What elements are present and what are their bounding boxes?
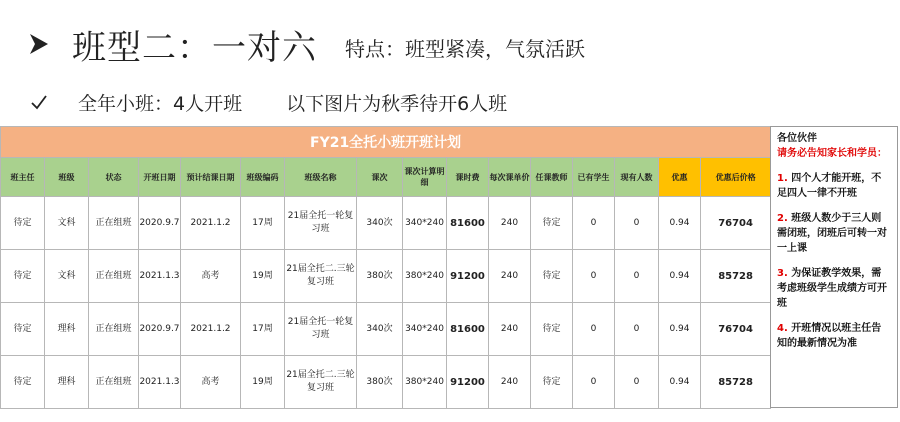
- table-cell: 76704: [701, 303, 771, 356]
- column-header: 班级编码: [241, 158, 285, 197]
- notice-item-text: 班级人数少于三人则需闭班，闭班后可转一对一上课: [777, 213, 887, 254]
- table-cell: 0.94: [659, 356, 701, 409]
- table-cell: 340次: [357, 303, 403, 356]
- notice-list: [777, 171, 891, 351]
- table-cell: 19周: [241, 250, 285, 303]
- table-cell: 0: [573, 250, 615, 303]
- table-row: [1, 250, 771, 303]
- subtitle-right: 以下图片为秋季待开6人班: [286, 92, 508, 115]
- column-header: 班主任: [1, 158, 45, 197]
- column-header: 每次课单价: [489, 158, 531, 197]
- table-cell: 理科: [45, 303, 89, 356]
- table-cell: 待定: [531, 303, 573, 356]
- column-header: 预计结课日期: [181, 158, 241, 197]
- column-header: 优惠: [659, 158, 701, 197]
- notice-instruction: 请务必告知家长和学员：: [777, 148, 887, 159]
- table-header-row: [1, 158, 771, 197]
- feature-text: 特点：班型紧凑，气氛活跃: [345, 36, 585, 61]
- table-cell: 91200: [447, 356, 489, 409]
- table-cell: 待定: [1, 197, 45, 250]
- column-header: 已有学生: [573, 158, 615, 197]
- table-row: [1, 197, 771, 250]
- table-cell: 21届全托一轮复习班: [285, 303, 357, 356]
- table-banner: FY21全托小班开班计划: [1, 127, 771, 158]
- column-header: 课次计算明细: [403, 158, 447, 197]
- table-cell: 待定: [1, 356, 45, 409]
- table-cell: 文科: [45, 197, 89, 250]
- table-cell: 0: [573, 303, 615, 356]
- arrow-bullet-icon: [28, 33, 50, 55]
- table-row: [1, 303, 771, 356]
- table-cell: 240: [489, 356, 531, 409]
- column-header: 课时费: [447, 158, 489, 197]
- column-header: 班级名称: [285, 158, 357, 197]
- class-plan-table: [0, 126, 770, 408]
- table-cell: 81600: [447, 303, 489, 356]
- table-cell: 0: [573, 197, 615, 250]
- column-header: 状态: [89, 158, 139, 197]
- column-header: 任课教师: [531, 158, 573, 197]
- table-row: [1, 356, 771, 409]
- column-header: 现有人数: [615, 158, 659, 197]
- table-cell: 0.94: [659, 303, 701, 356]
- column-header: 课次: [357, 158, 403, 197]
- table-cell: 待定: [1, 250, 45, 303]
- table-cell: 0: [573, 356, 615, 409]
- table-cell: 0: [615, 356, 659, 409]
- table-cell: 0: [615, 197, 659, 250]
- table-cell: 正在组班: [89, 356, 139, 409]
- table-cell: 17周: [241, 197, 285, 250]
- table-cell: 380*240: [403, 250, 447, 303]
- notice-item-number: 4.: [777, 323, 788, 334]
- table-cell: 正在组班: [89, 303, 139, 356]
- notice-item-number: 1.: [777, 173, 788, 184]
- table-cell: 85728: [701, 356, 771, 409]
- table-cell: 0: [615, 303, 659, 356]
- table-cell: 17周: [241, 303, 285, 356]
- table-cell: 81600: [447, 197, 489, 250]
- table-cell: 240: [489, 303, 531, 356]
- table-cell: 2020.9.7: [139, 303, 181, 356]
- table-cell: 0.94: [659, 197, 701, 250]
- table-cell: 380次: [357, 250, 403, 303]
- notice-item-text: 为保证教学效果，需考虑班级学生成绩方可开班: [777, 268, 887, 309]
- column-header: 优惠后价格: [701, 158, 771, 197]
- table-cell: 76704: [701, 197, 771, 250]
- table-cell: 2021.1.2: [181, 303, 241, 356]
- table-cell: 高考: [181, 250, 241, 303]
- table-cell: 380*240: [403, 356, 447, 409]
- notice-item: [777, 211, 891, 256]
- column-header: 班级: [45, 158, 89, 197]
- table-cell: 2020.9.7: [139, 197, 181, 250]
- table-cell: 91200: [447, 250, 489, 303]
- table-cell: 待定: [531, 356, 573, 409]
- table-cell: 21届全托二.三轮复习班: [285, 250, 357, 303]
- notice-panel: [770, 126, 898, 408]
- checkmark-bullet-icon: [30, 93, 48, 111]
- table-cell: 21届全托一轮复习班: [285, 197, 357, 250]
- notice-item: [777, 171, 891, 201]
- table-cell: 高考: [181, 356, 241, 409]
- table-cell: 340次: [357, 197, 403, 250]
- table-cell: 待定: [531, 250, 573, 303]
- table-cell: 待定: [1, 303, 45, 356]
- notice-item-text: 四个人才能开班，不足四人一律不开班: [777, 173, 882, 199]
- table-cell: 理科: [45, 356, 89, 409]
- notice-item-number: 2.: [777, 213, 788, 224]
- table-cell: 340*240: [403, 303, 447, 356]
- subtitle-left: 全年小班：4人开班: [78, 92, 243, 115]
- notice-item-number: 3.: [777, 268, 788, 279]
- column-header: 开班日期: [139, 158, 181, 197]
- table-cell: 0.94: [659, 250, 701, 303]
- table-cell: 380次: [357, 356, 403, 409]
- notice-item: [777, 321, 891, 351]
- table-cell: 2021.1.2: [181, 197, 241, 250]
- table-cell: 待定: [531, 197, 573, 250]
- table-cell: 2021.1.3: [139, 356, 181, 409]
- table-cell: 文科: [45, 250, 89, 303]
- table-cell: 85728: [701, 250, 771, 303]
- table-cell: 2021.1.3: [139, 250, 181, 303]
- table-cell: 0: [615, 250, 659, 303]
- notice-item: [777, 266, 891, 311]
- table-cell: 19周: [241, 356, 285, 409]
- page-title: 班型二：一对六: [72, 27, 317, 68]
- table-cell: 240: [489, 250, 531, 303]
- title-row: [28, 18, 585, 70]
- table-cell: 340*240: [403, 197, 447, 250]
- table-cell: 21届全托二.三轮复习班: [285, 356, 357, 409]
- subtitle-row: [30, 86, 507, 118]
- table-cell: 正在组班: [89, 250, 139, 303]
- table-cell: 240: [489, 197, 531, 250]
- notice-greeting: 各位伙伴: [777, 133, 817, 144]
- notice-item-text: 开班情况以班主任告知的最新情况为准: [777, 323, 882, 349]
- table-cell: 正在组班: [89, 197, 139, 250]
